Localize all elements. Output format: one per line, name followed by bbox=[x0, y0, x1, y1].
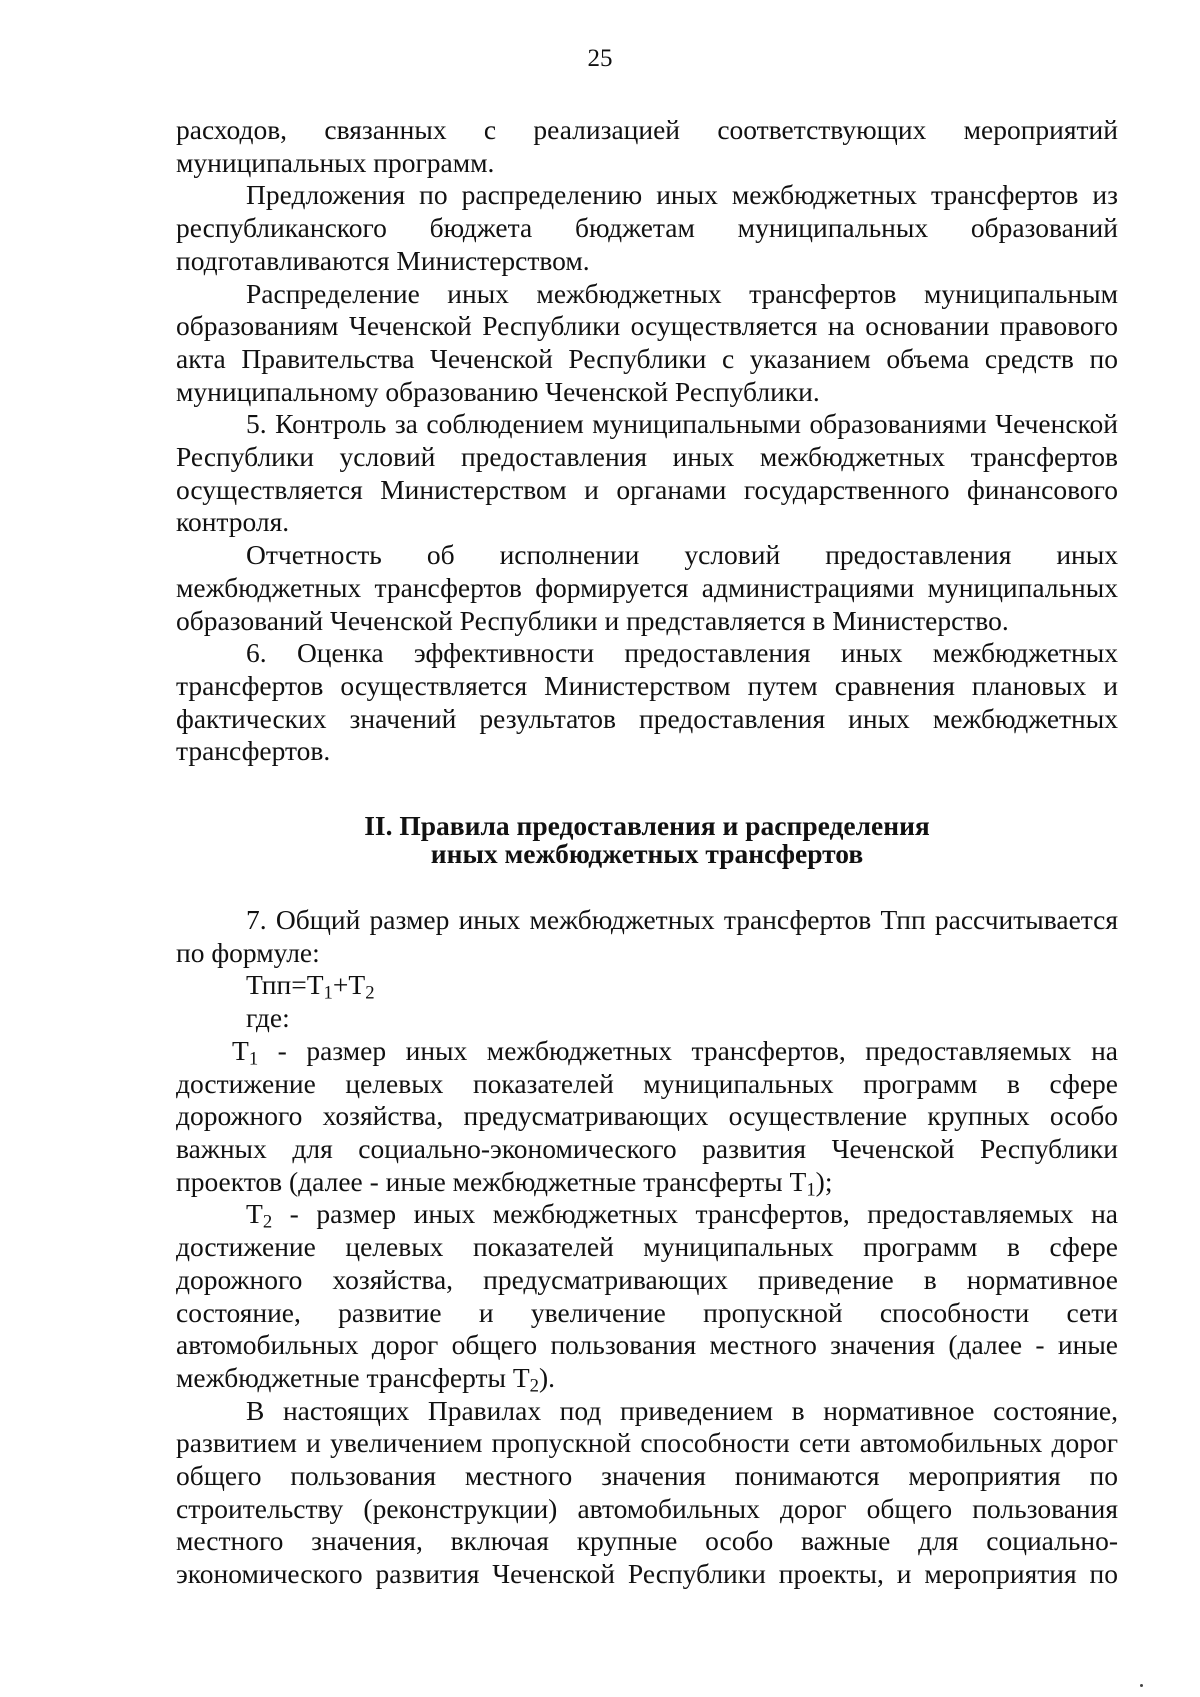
paragraph-3 bbox=[176, 278, 1118, 409]
definition-first-line bbox=[176, 1198, 1118, 1234]
text-line: экономического развития Чеченской Республики проекты, и мероприятия по bbox=[176, 1558, 1118, 1590]
text-line: развитием и увеличением пропускной способности сети автомобильных дорог bbox=[176, 1427, 1118, 1459]
text-line: автомобильных дорог общего пользования местного значения (далее - иные bbox=[176, 1329, 1118, 1361]
formula-subscript-1: 1 bbox=[323, 983, 333, 1005]
definition-first-line bbox=[176, 1035, 1118, 1068]
text-line: дорожного хозяйства, предусматривающих приведение в нормативное bbox=[176, 1263, 1118, 1295]
definition-t1 bbox=[176, 1035, 1118, 1199]
text-line: состояние, развитие и увеличение пропускной способности сети bbox=[176, 1296, 1118, 1328]
text-line: республиканского бюджета бюджетам муниципальных образований bbox=[176, 212, 1118, 244]
paragraph-1 bbox=[176, 114, 1118, 179]
text-line: Распределение иных межбюджетных трансфертов муниципальным bbox=[246, 277, 1118, 309]
paragraph-item-7 bbox=[176, 904, 1118, 969]
definition-text: ). bbox=[539, 1361, 556, 1393]
formula-subscript-2: 2 bbox=[365, 983, 375, 1005]
paragraph-item-5 bbox=[176, 408, 1118, 539]
text-line: достижение целевых показателей муниципальных программ в сфере bbox=[176, 1231, 1118, 1263]
text-line: местного значения, включая крупные особо важные для социально- bbox=[176, 1525, 1118, 1557]
text-line: трансфертов осуществляется Министерством путем сравнения плановых и bbox=[176, 669, 1118, 701]
definition-text: ); bbox=[815, 1165, 833, 1197]
section-heading bbox=[176, 812, 1118, 868]
definition-subscript: 1 bbox=[248, 1048, 259, 1070]
text-line: Республики условий предоставления иных межбюджетных трансфертов bbox=[176, 441, 1118, 473]
formula-term-2: Т bbox=[348, 969, 366, 1001]
text-line: муниципальных программ. bbox=[176, 146, 495, 178]
definition-text: проектов (далее - иные межбюджетные трансферты Т bbox=[176, 1165, 807, 1197]
definition-text: - размер иных межбюджетных трансфертов, предоставляемых на bbox=[272, 1198, 1118, 1230]
text-line: межбюджетных трансфертов формируется администрациями муниципальных bbox=[176, 571, 1118, 603]
text-line: муниципальному образованию Чеченской Республики. bbox=[176, 375, 820, 407]
text-line: достижение целевых показателей муниципальных программ в сфере bbox=[176, 1067, 1118, 1099]
text-line: общего пользования местного значения понимаются мероприятия по bbox=[176, 1460, 1118, 1492]
definition-symbol: Т bbox=[232, 1034, 249, 1066]
text-line: расходов, связанных с реализацией соответствующих мероприятий bbox=[176, 114, 1118, 145]
text-line: подготавливаются Министерством. bbox=[176, 244, 590, 276]
text-line: Отчетность об исполнении условий предоставления иных bbox=[246, 539, 1118, 571]
paragraph-item-6 bbox=[176, 637, 1118, 768]
formula-equals: = bbox=[291, 969, 307, 1001]
text-line: 7. Общий размер иных межбюджетных трансфертов Тпп рассчитывается bbox=[246, 904, 1118, 936]
text-line: 5. Контроль за соблюдением муниципальными образованиями Чеченской bbox=[246, 408, 1118, 440]
definition-last-line bbox=[176, 1362, 1118, 1395]
paragraph-2 bbox=[176, 179, 1118, 277]
paragraph-reporting bbox=[176, 539, 1118, 637]
formula-term-1: Т bbox=[306, 969, 324, 1001]
section-heading-line-1: II. Правила предоставления и распределения bbox=[364, 810, 930, 842]
definition-t2 bbox=[176, 1198, 1118, 1397]
text-line: образований Чеченской Республики и представляется в Министерство. bbox=[176, 604, 1009, 636]
definition-subscript: 1 bbox=[806, 1179, 816, 1201]
definition-last-line bbox=[176, 1166, 1118, 1199]
definition-text: межбюджетные трансферты Т bbox=[176, 1361, 530, 1393]
document-body bbox=[176, 114, 1118, 1591]
text-line: важных для социально-экономического развития Чеченской Республики bbox=[176, 1132, 1118, 1164]
text-line: образованиям Чеченской Республики осуществляется на основании правового bbox=[176, 310, 1118, 342]
text-line: В настоящих Правилах под приведением в нормативное состояние, bbox=[246, 1394, 1118, 1426]
where-label: где: bbox=[246, 1002, 290, 1034]
scan-artifact-dot bbox=[1140, 1684, 1143, 1687]
definition-symbol: Т bbox=[246, 1198, 263, 1230]
formula-lhs: Тпп bbox=[246, 969, 292, 1001]
text-line: дорожного хозяйства, предусматривающих осуществление крупных особо bbox=[176, 1100, 1118, 1132]
definition-text: - размер иных межбюджетных трансфертов, предоставляемых на bbox=[258, 1034, 1118, 1066]
definition-subscript: 2 bbox=[262, 1212, 273, 1234]
text-line: акта Правительства Чеченской Республики с указанием объема средств по bbox=[176, 342, 1118, 374]
formula bbox=[176, 969, 1118, 1005]
text-line: трансфертов. bbox=[176, 735, 331, 767]
paragraph-final bbox=[176, 1395, 1118, 1591]
section-heading-line-2: иных межбюджетных трансфертов bbox=[430, 838, 864, 870]
text-line: фактических значений результатов предоставления иных межбюджетных bbox=[176, 702, 1118, 734]
text-line: строительству (реконструкции) автомобильных дорог общего пользования bbox=[176, 1492, 1118, 1524]
page-number: 25 bbox=[587, 45, 613, 72]
text-line: контроля. bbox=[176, 506, 290, 538]
text-line: 6. Оценка эффективности предоставления иных межбюджетных bbox=[246, 637, 1118, 669]
definition-subscript: 2 bbox=[529, 1375, 540, 1397]
text-line: по формуле: bbox=[176, 936, 320, 968]
text-line: Предложения по распределению иных межбюджетных трансфертов из bbox=[246, 179, 1118, 211]
text-line: осуществляется Министерством и органами государственного финансового bbox=[176, 473, 1118, 505]
formula-plus: + bbox=[332, 969, 349, 1001]
